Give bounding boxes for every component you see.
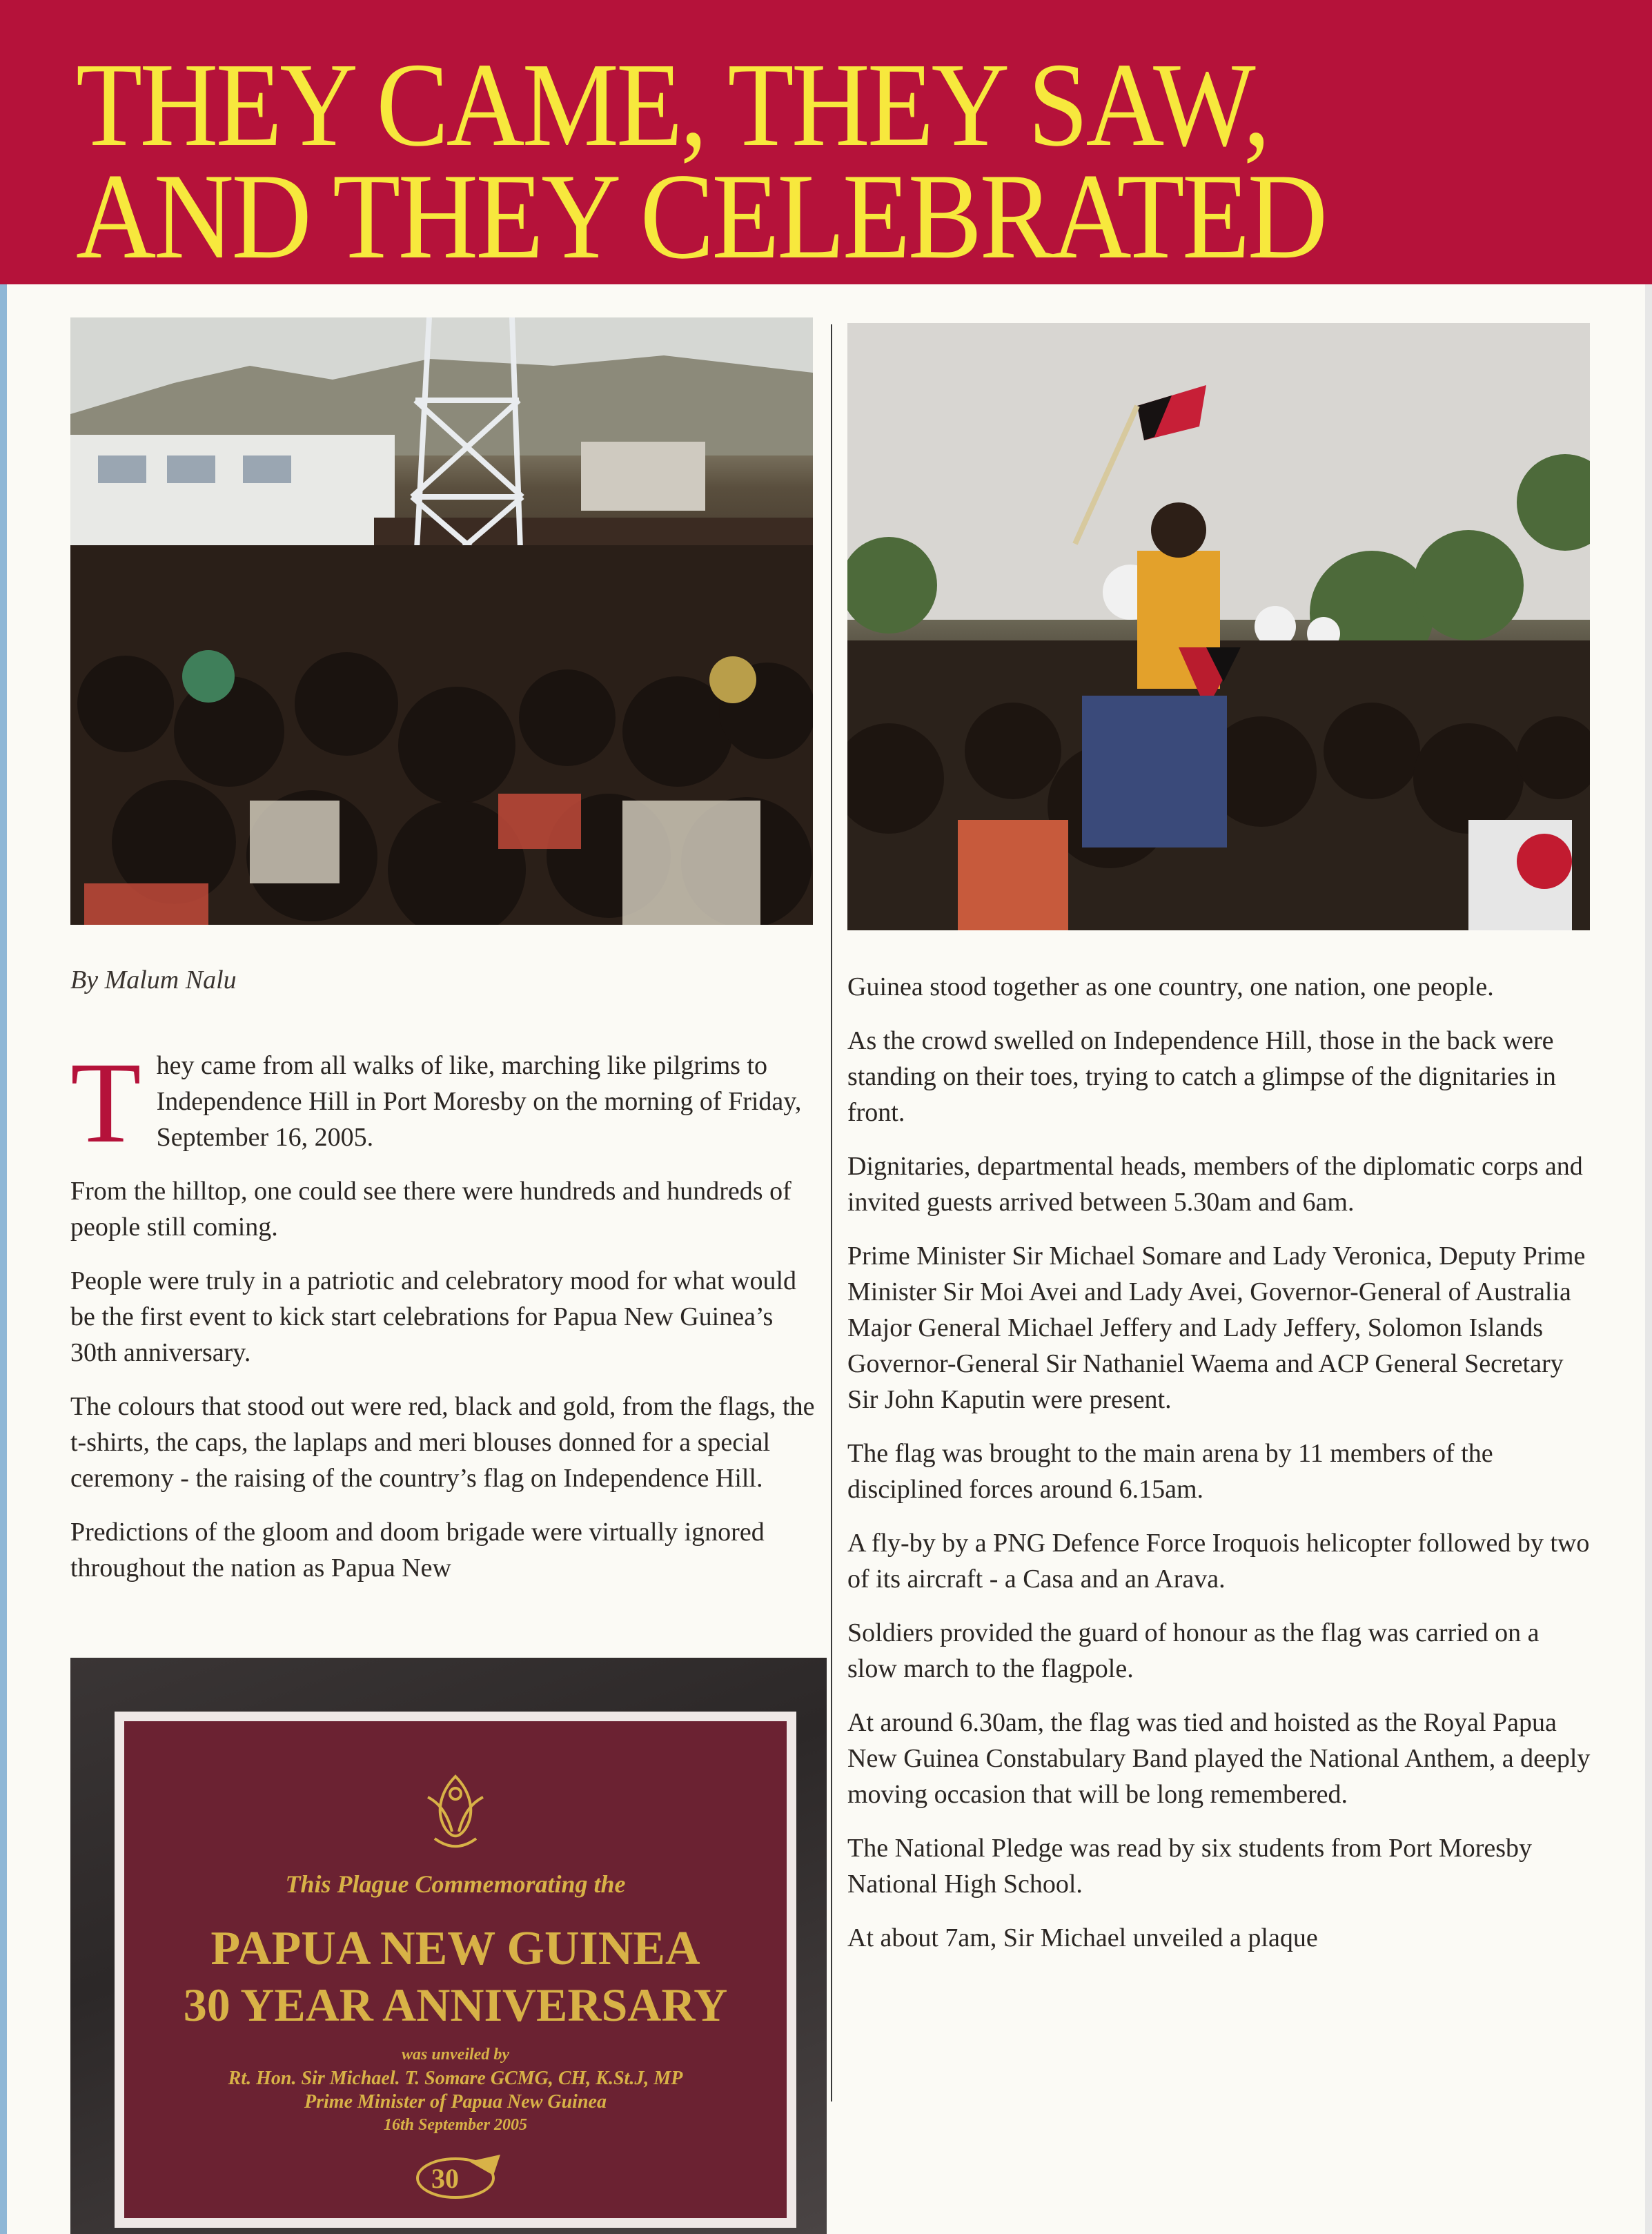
article-paragraph: Dignitaries, departmental heads, members of the diplomatic corps and invited guests arrived between 5.30am and 6am. <box>847 1152 1583 1217</box>
flag-crowd-illustration <box>847 323 1590 930</box>
logo-number: 30 <box>431 2163 459 2194</box>
30th-anniversary-logo-icon <box>397 2148 514 2203</box>
article-left-column <box>70 1039 816 1604</box>
plaque-unveiled-text: was unveiled by <box>402 2046 509 2064</box>
article-paragraph: The flag was brought to the main arena by 11 members of the disciplined forces around 6.15am. <box>847 1439 1493 1504</box>
page-edge-strip <box>0 284 7 2234</box>
article-paragraph: Soldiers provided the guard of honour as the flag was carried on a slow march to the flagpole. <box>847 1618 1540 1683</box>
article-paragraph: At around 6.30am, the flag was tied and hoisted as the Royal Papua New Guinea Constabulary Band played the National Anthem, a deeply moving occasion that will be long remembered. <box>847 1708 1591 1809</box>
plaque-title: PAPUA NEW GUINEA <box>210 1922 700 1975</box>
bird-of-paradise-emblem-icon <box>414 1763 497 1859</box>
article-paragraph: As the crowd swelled on Independence Hill, those in the back were standing on their toes, trying to catch a glimpse of the dignitaries in front. <box>847 1026 1556 1127</box>
article-paragraph: Guinea stood together as one country, one nation, one people. <box>847 972 1494 1001</box>
article-paragraph: A fly-by by a PNG Defence Force Iroquois helicopter followed by two of its aircraft - a Casa and an Arava. <box>847 1529 1590 1594</box>
flag-waving-crowd-photo <box>847 323 1590 930</box>
paragraph-text: hey came from all walks of like, marching like pilgrims to Independence Hill in Port Moresby on the morning of Friday, September 16, 2005. <box>156 1051 802 1152</box>
headline-line-2: AND THEY CELEBRATED <box>76 148 1326 284</box>
drop-cap: T <box>70 1039 141 1167</box>
page-right-edge <box>1645 284 1652 2234</box>
article-paragraph: At about 7am, Sir Michael unveiled a plaque <box>847 1923 1318 1952</box>
plaque-dignitary-name: Rt. Hon. Sir Michael. T. Somare GCMG, CH, K.St.J, MP <box>228 2068 683 2089</box>
headline-line-1: THEY CAME, THEY SAW, <box>76 38 1268 171</box>
article-paragraph: From the hilltop, one could see there were hundreds and hundreds of people still coming. <box>70 1177 791 1242</box>
article-paragraph: People were truly in a patriotic and celebratory mood for what would be the first event to kick start celebrations for Papua New Guinea’s 30th anniversary. <box>70 1266 797 1367</box>
article-paragraph: The colours that stood out were red, black and gold, from the flags, the t-shirts, the caps, the laplaps and meri blouses donned for a special ceremony - the raising of the country’s flag on Independence Hill. <box>70 1392 815 1493</box>
article-right-column <box>847 969 1593 1974</box>
crowd-photo-independence-hill <box>70 317 813 925</box>
crowd-photo-illustration <box>70 317 813 925</box>
column-divider <box>831 324 832 2101</box>
article-paragraph: Prime Minister Sir Michael Somare and Lady Veronica, Deputy Prime Minister Sir Moi Avei and Lady Avei, Governor-General of Australia Major General Michael Jeffery and Lady Jeffery, Solomon Islands Governor-General Sir Nathaniel Waema and ACP General Secretary Sir John Kaputin were present. <box>847 1242 1586 1414</box>
plaque-photo <box>70 1658 827 2234</box>
plaque-dignitary-role: Prime Minister of Papua New Guinea <box>304 2091 607 2113</box>
article-paragraph <box>70 1039 816 1167</box>
plaque-subtitle: 30 YEAR ANNIVERSARY <box>183 1979 728 2031</box>
headline-banner <box>0 0 1652 284</box>
plaque-commemorating-text: This Plague Commemorating the <box>285 1870 626 1898</box>
commemorative-plaque <box>124 1721 787 2218</box>
article-paragraph: Predictions of the gloom and doom brigade were virtually ignored throughout the nation as Papua New <box>70 1518 765 1583</box>
plaque-date: 16th September 2005 <box>384 2116 527 2134</box>
byline: By Malum Nalu <box>70 966 237 994</box>
article-paragraph: The National Pledge was read by six students from Port Moresby National High School. <box>847 1834 1533 1899</box>
